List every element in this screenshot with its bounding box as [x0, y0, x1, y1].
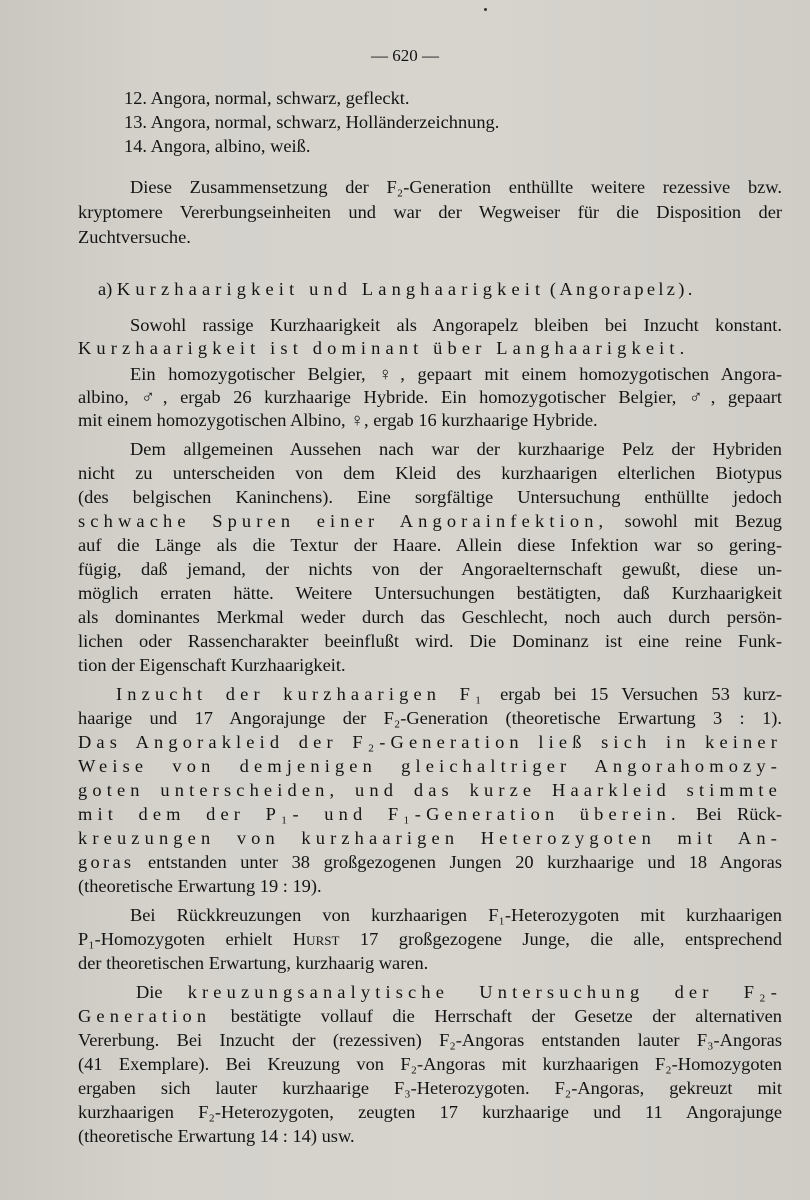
- paragraph-line: auf die Länge als die Textur der Haare. Allein diese Infektion war so gering-: [78, 535, 782, 555]
- author-name: Hurst: [292, 929, 340, 949]
- paragraph-line: [136, 981, 782, 1004]
- paragraph-line: Das Angorakleid der F₂-Generation ließ sich in keiner: [78, 732, 782, 752]
- list-item: 14. Angora, albino, weiß.: [124, 136, 311, 156]
- paragraph-line: tion der Eigenschaft Kurzhaarigkeit.: [78, 655, 346, 675]
- spaced-text: goras: [78, 852, 135, 872]
- plain-text: sowohl mit Bezug: [624, 511, 782, 531]
- paragraph-line: nicht zu unterscheiden von dem Kleid des kurzhaarigen elterlichen Biotypus: [78, 463, 782, 483]
- paragraph-line: [116, 683, 782, 706]
- plain-text: bestätigte vollauf die Herrschaft der Gesetze der alternativen: [230, 1006, 782, 1026]
- page-number: — 620 —: [371, 46, 439, 65]
- spaced-text: Inzucht der kurzhaarigen F₁: [116, 684, 487, 704]
- paragraph-line: Vererbung. Bei Inzucht der (rezessiven) F₂-Angoras entstanden lauter F₃-Angoras: [78, 1030, 782, 1050]
- paragraph-line: möglich erraten hätte. Weitere Untersuchungen bestätigten, daß Kurzhaarigkeit: [78, 583, 782, 603]
- paragraph-line: lichen oder Rassencharakter beeinflußt wird. Die Dominanz ist eine reine Funk-: [78, 631, 782, 651]
- intro-line: Diese Zusammensetzung der F₂-Generation enthüllte weitere rezessive bzw.: [130, 177, 782, 197]
- paragraph-line: Sowohl rassige Kurzhaarigkeit als Angorapelz bleiben bei Inzucht konstant.: [130, 315, 782, 335]
- paragraph-line: kreuzungen von kurzhaarigen Heterozygoten mit An-: [78, 828, 782, 848]
- plain-text: ergab bei 15 Versuchen 53 kurz-: [500, 684, 782, 704]
- plain-text: entstanden unter 38 großgezogenen Jungen 20 kurzhaarige und 18 Angoras: [148, 852, 782, 872]
- plain-text: P₁-Homozygoten erhielt: [78, 929, 273, 949]
- paragraph-line: (41 Exemplare). Bei Kreuzung von F₂-Angoras mit kurzhaarigen F₂-Homozygoten: [78, 1054, 782, 1074]
- paragraph-line: (theoretische Erwartung 14 : 14) usw.: [78, 1126, 355, 1146]
- paragraph-line: kurzhaarigen F₂-Heterozygoten, zeugten 17 kurzhaarige und 11 Angorajunge: [78, 1102, 782, 1122]
- paragraph-line: Weise von demjenigen gleichaltriger Angorahomozy-: [78, 756, 782, 776]
- spaced-text: schwache Spuren einer Angorainfektion,: [78, 511, 609, 531]
- intro-line: kryptomere Vererbungseinheiten und war der Wegweiser für die Disposition der: [78, 202, 782, 222]
- speck: [484, 8, 487, 11]
- spaced-text: Generation: [78, 1006, 212, 1026]
- paragraph-line: [78, 851, 782, 874]
- paragraph-line: Bei Rückkreuzungen von kurzhaarigen F₁-Heterozygoten mit kurzhaarigen: [130, 905, 782, 925]
- paragraph-line: Kurzhaarigkeit ist dominant über Langhaarigkeit.: [78, 338, 690, 358]
- paragraph-line: der theoretischen Erwartung, kurzhaarig waren.: [78, 953, 429, 973]
- plain-text: Die: [136, 982, 163, 1002]
- list-item: 12. Angora, normal, schwarz, gefleckt.: [124, 88, 410, 108]
- paragraph-line: haarige und 17 Angorajunge der F₂-Generation (theoretische Erwartung 3 : 1).: [78, 708, 782, 728]
- paragraph-line: Dem allgemeinen Aussehen nach war der kurzhaarige Pelz der Hybriden: [130, 439, 782, 459]
- section-heading: [98, 278, 782, 301]
- paragraph-line: ergaben sich lauter kurzhaarige F₃-Heterozygoten. F₂-Angoras, gekreuzt mit: [78, 1078, 782, 1098]
- heading-title: Kurzhaarigkeit und Langhaarigkeit: [116, 279, 546, 299]
- paragraph-line: Ein homozygotischer Belgier, ♀, gepaart mit einem homozygotischen Angora-: [130, 364, 782, 384]
- paragraph-line: [78, 803, 782, 826]
- paragraph-line: (theoretische Erwartung 19 : 19).: [78, 876, 322, 896]
- paragraph-line: [78, 928, 782, 951]
- plain-text: Bei Rück-: [696, 804, 782, 824]
- heading-suffix: (Angorapelz).: [549, 279, 696, 299]
- spaced-text: kreuzungsanalytische Untersuchung der F₂-: [187, 982, 782, 1002]
- paragraph-line: mit einem homozygotischen Albino, ♀, ergab 16 kurzhaarige Hybride.: [78, 410, 598, 430]
- spaced-text: mit dem der P₁- und F₁-Generation überein.: [78, 804, 681, 824]
- heading-prefix: a): [98, 279, 113, 299]
- paragraph-line: goten unterscheiden, und das kurze Haarkleid stimmte: [78, 780, 782, 800]
- list-item: 13. Angora, normal, schwarz, Holländerzeichnung.: [124, 112, 500, 132]
- paragraph-line: als dominantes Merkmal weder durch das Geschlecht, noch auch durch persön-: [78, 607, 782, 627]
- paragraph-line: [78, 510, 782, 533]
- paragraph-line: albino, ♂, ergab 26 kurzhaarige Hybride. Ein homozygotischer Belgier, ♂, gepaart: [78, 387, 782, 407]
- paragraph-line: [78, 1005, 782, 1028]
- paragraph-line: (des belgischen Kaninchens). Eine sorgfältige Untersuchung enthüllte jedoch: [78, 487, 782, 507]
- plain-text: 17 großgezogene Junge, die alle, entsprechend: [359, 929, 782, 949]
- intro-line: Zuchtversuche.: [78, 227, 191, 247]
- paragraph-line: fügig, daß jemand, der nichts von der Angoraelternschaft gewußt, diese un-: [78, 559, 782, 579]
